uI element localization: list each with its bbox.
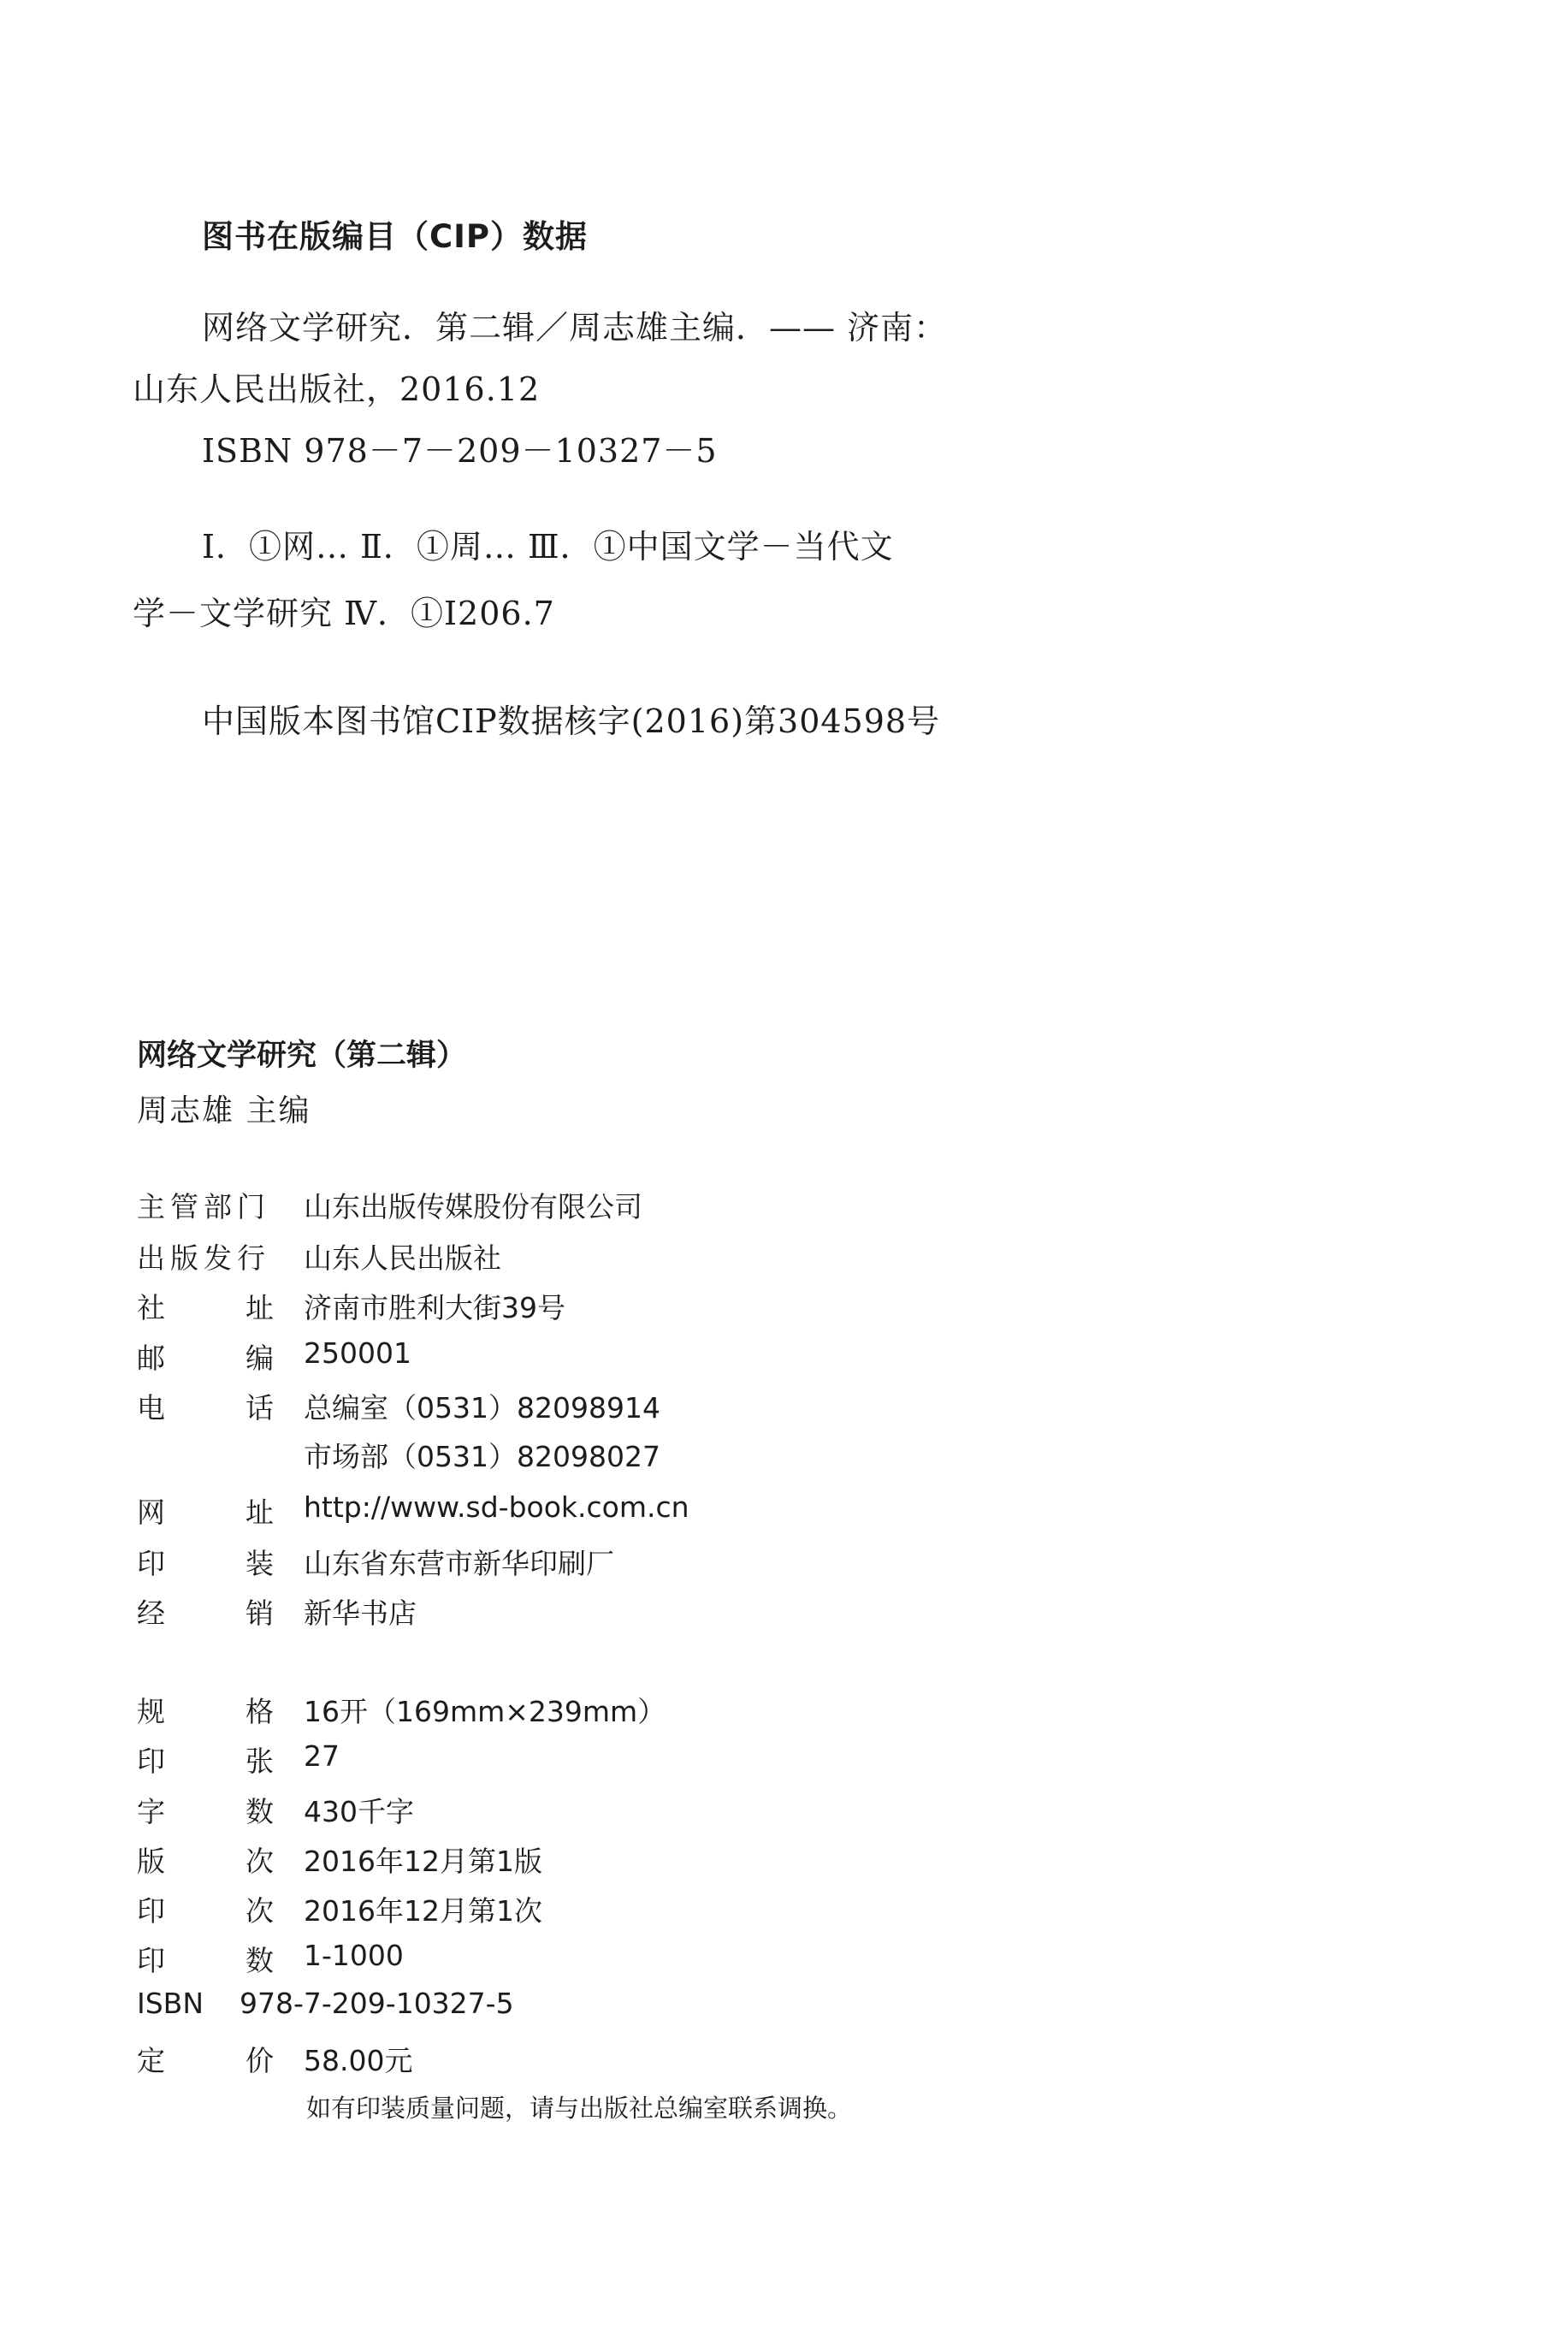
info-value: 济南市胜利大街39号 bbox=[304, 1291, 565, 1324]
info-label-char: 址 bbox=[246, 1291, 274, 1324]
info-label bbox=[137, 1889, 274, 1929]
info-label bbox=[137, 1336, 274, 1377]
info-value: 27 bbox=[304, 1739, 340, 1773]
info-label-char: 销 bbox=[246, 1596, 274, 1630]
book-editor: 周志雄 主编 bbox=[137, 1093, 311, 1128]
info-label-char: 发 bbox=[204, 1241, 232, 1275]
info-label-char: 价 bbox=[246, 2044, 274, 2077]
info-value: 1-1000 bbox=[304, 1939, 404, 1972]
info-label bbox=[137, 1185, 265, 1225]
cip-isbn-line: ISBN 978－7－209－10327－5 bbox=[202, 432, 718, 470]
info-label-char: 电 bbox=[137, 1391, 165, 1425]
info-label bbox=[137, 1839, 274, 1880]
cip-approval-number: 中国版本图书馆CIP数据核字(2016)第304598号 bbox=[202, 702, 941, 740]
info-label bbox=[137, 1690, 274, 1730]
info-label-char: 次 bbox=[246, 1845, 274, 1878]
info-label-char: 定 bbox=[137, 2044, 165, 2077]
info-label-char: 印 bbox=[137, 1894, 165, 1928]
cip-classification-line-1: Ⅰ．①网… Ⅱ．①周… Ⅲ．①中国文学－当代文 bbox=[202, 528, 894, 566]
info-label bbox=[137, 1386, 274, 1426]
info-label bbox=[137, 1790, 274, 1830]
cip-classification-line-2: 学－文学研究 Ⅳ．①I206.7 bbox=[133, 595, 555, 632]
info-label bbox=[137, 1939, 274, 1979]
info-label-char: ISBN bbox=[137, 1987, 204, 2020]
info-label-char: 装 bbox=[246, 1547, 274, 1580]
info-value: 2016年12月第1次 bbox=[304, 1894, 542, 1928]
info-label-char: 邮 bbox=[137, 1342, 165, 1375]
cip-publisher-line: 山东人民出版社，2016.12 bbox=[133, 370, 541, 408]
info-label-char: 数 bbox=[246, 1944, 274, 1977]
info-label bbox=[137, 1490, 274, 1531]
info-label-char: 经 bbox=[137, 1596, 165, 1630]
info-label-char: 数 bbox=[246, 1795, 274, 1828]
info-label bbox=[137, 1739, 274, 1780]
info-label bbox=[137, 2039, 274, 2079]
info-value: 58.00元 bbox=[304, 2044, 413, 2077]
info-label bbox=[137, 1286, 274, 1326]
book-title: 网络文学研究（第二辑） bbox=[137, 1039, 467, 1073]
info-value: 市场部（0531）82098027 bbox=[304, 1440, 660, 1473]
info-value: 山东出版传媒股份有限公司 bbox=[304, 1190, 642, 1223]
info-label-char: 规 bbox=[137, 1695, 165, 1728]
info-label-char: 网 bbox=[137, 1496, 165, 1529]
info-label-char: 字 bbox=[137, 1795, 165, 1828]
info-label-char: 版 bbox=[170, 1241, 198, 1275]
info-label bbox=[137, 1542, 274, 1582]
info-label-char: 编 bbox=[246, 1342, 274, 1375]
info-value: 16开（169mm×239mm） bbox=[304, 1695, 666, 1728]
info-value: 新华书店 bbox=[304, 1596, 417, 1630]
info-value: 山东人民出版社 bbox=[304, 1241, 501, 1275]
info-label-char: 部 bbox=[204, 1190, 232, 1223]
quality-notice: 如有印装质量问题，请与出版社总编室联系调换。 bbox=[306, 2094, 853, 2123]
info-value: 2016年12月第1版 bbox=[304, 1845, 542, 1878]
info-value: http://www.sd-book.com.cn bbox=[304, 1490, 689, 1524]
info-label-char: 门 bbox=[237, 1190, 265, 1223]
info-label-char: 主 bbox=[137, 1190, 165, 1223]
info-label-char: 管 bbox=[170, 1190, 198, 1223]
info-label-char: 出 bbox=[137, 1241, 165, 1275]
info-label-char: 印 bbox=[137, 1547, 165, 1580]
info-value: 430千字 bbox=[304, 1795, 414, 1828]
info-label-char: 格 bbox=[246, 1695, 274, 1728]
info-label-char: 次 bbox=[246, 1894, 274, 1928]
info-label-char: 话 bbox=[246, 1391, 274, 1425]
info-label bbox=[137, 1236, 265, 1277]
info-label-char: 张 bbox=[246, 1745, 274, 1778]
cip-heading: 图书在版编目（CIP）数据 bbox=[202, 218, 589, 255]
info-label-char: 印 bbox=[137, 1944, 165, 1977]
cip-title-line: 网络文学研究．第二辑／周志雄主编．—— 济南： bbox=[202, 309, 948, 347]
info-label-char: 址 bbox=[246, 1496, 274, 1529]
info-label-char: 印 bbox=[137, 1745, 165, 1778]
info-label bbox=[137, 1591, 274, 1632]
info-label-char: 版 bbox=[137, 1845, 165, 1878]
info-value: 978-7-209-10327-5 bbox=[240, 1987, 514, 2020]
info-label-char: 社 bbox=[137, 1291, 165, 1324]
info-value: 总编室（0531）82098914 bbox=[304, 1391, 660, 1425]
info-value: 山东省东营市新华印刷厂 bbox=[304, 1547, 614, 1580]
info-label-char: 行 bbox=[237, 1241, 265, 1275]
info-value: 250001 bbox=[304, 1336, 411, 1370]
